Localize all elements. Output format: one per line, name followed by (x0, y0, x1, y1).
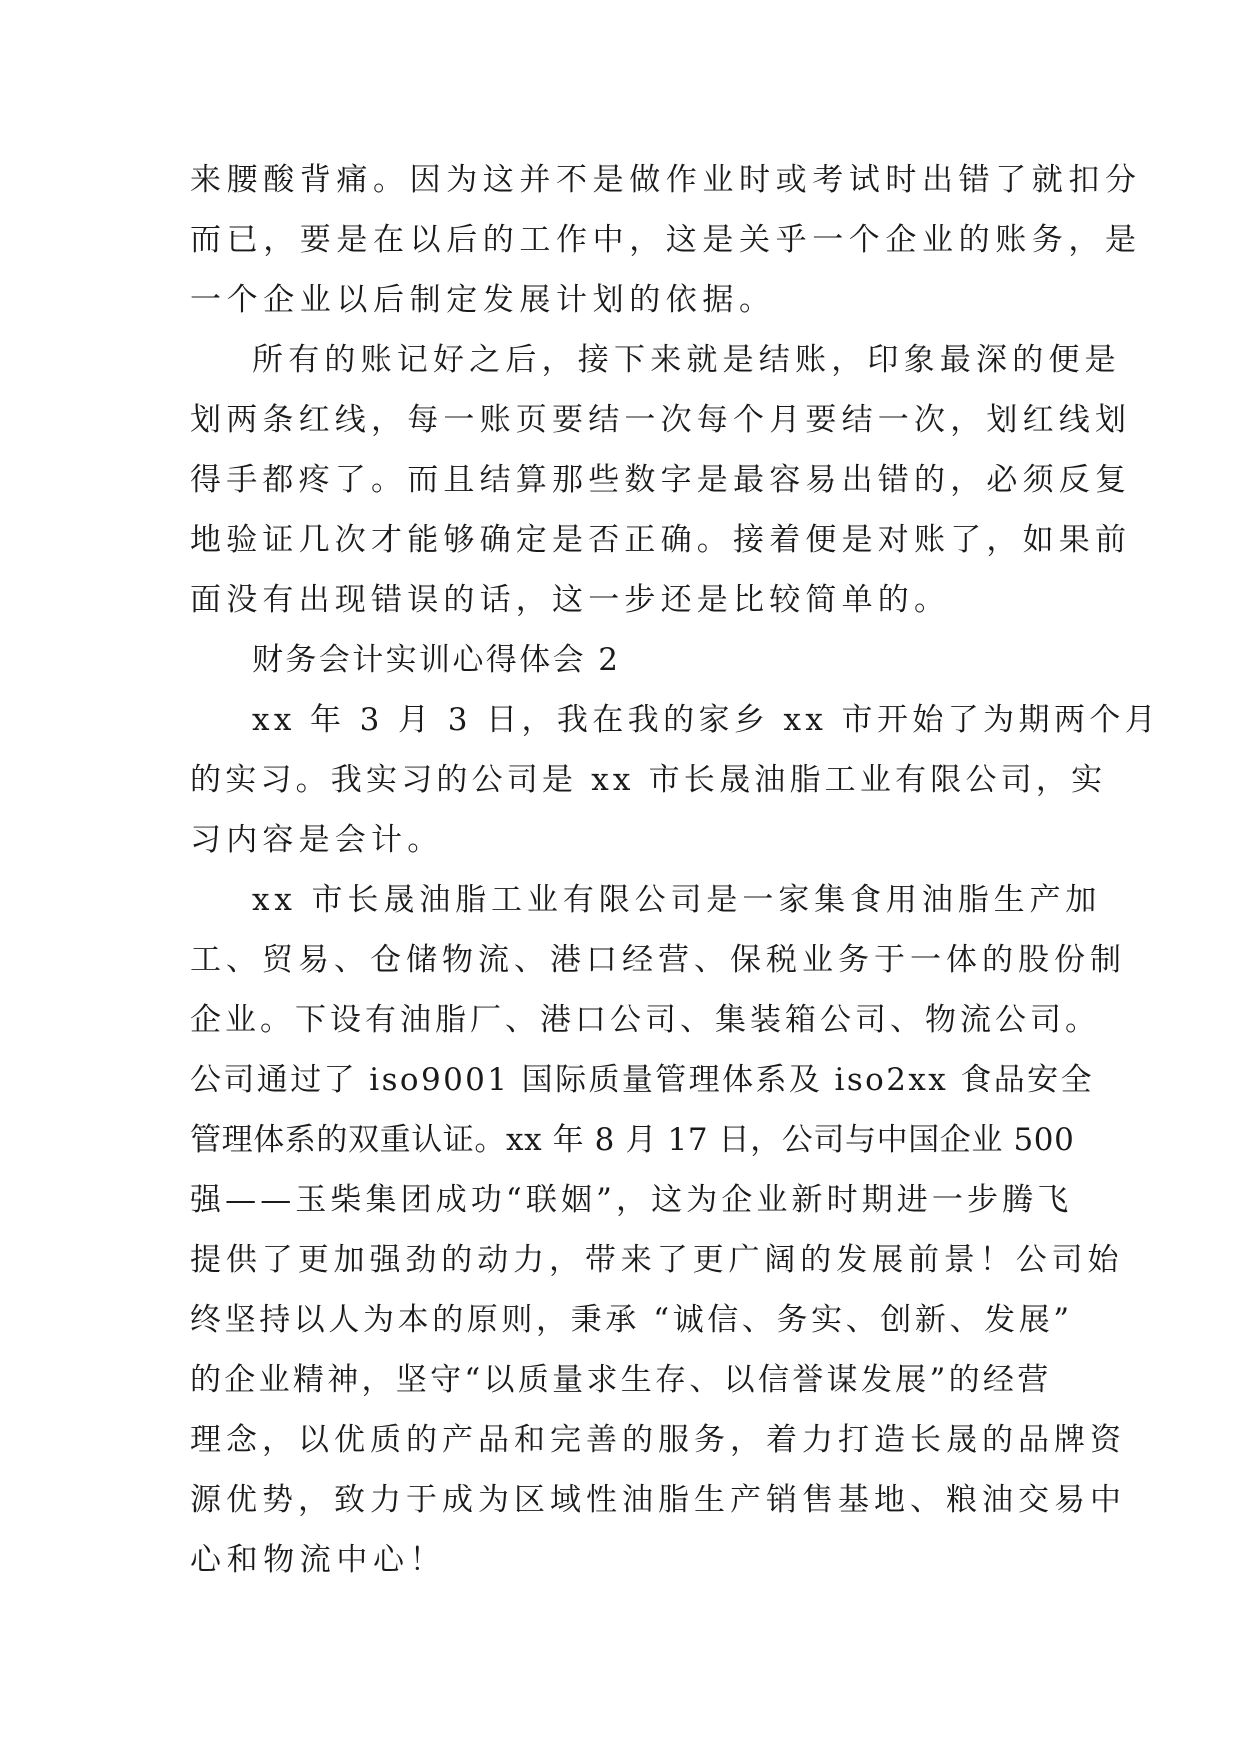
text-line: 得手都疼了。而且结算那些数字是最容易出错的，必须反复 (190, 462, 1132, 498)
text-line: 心和物流中心！ (190, 1542, 447, 1578)
text-line: 面没有出现错误的话，这一步还是比较简单的。 (190, 582, 951, 618)
text-line: 来腰酸背痛。因为这并不是做作业时或考试时出错了就扣分 (190, 162, 1142, 198)
text-line: 习内容是会计。 (190, 822, 444, 858)
text-line: 理念，以优质的产品和完善的服务，着力打造长晟的品牌资 (190, 1422, 1126, 1458)
paragraph-first-line: xx 年 3 月 3 日，我在我的家乡 xx 市开始了为期两个月 (252, 702, 1161, 738)
paragraph-first-line: 所有的账记好之后，接下来就是结账，印象最深的便是 (252, 342, 1121, 378)
text-line: 企业。下设有油脂厂、港口公司、集装箱公司、物流公司。 (190, 1002, 1100, 1038)
text-line: 终坚持以人为本的原则，秉承 “诚信、务实、创新、发展” (190, 1302, 1073, 1338)
text-line: 的企业精神，坚守“以质量求生存、以信誉谋发展”的经营 (190, 1362, 1052, 1398)
text-line: 源优势，致力于成为区域性油脂生产销售基地、粮油交易中 (190, 1482, 1126, 1518)
paragraph-first-line: xx 市长晟油脂工业有限公司是一家集食用油脂生产加 (252, 882, 1102, 918)
text-line: 强——玉柴集团成功“联姻”，这为企业新时期进一步腾飞 (190, 1182, 1073, 1218)
text-line: 工、贸易、仓储物流、港口经营、保税业务于一体的股份制 (190, 942, 1126, 978)
section-heading: 财务会计实训心得体会 2 (252, 642, 621, 678)
text-line: 一个企业以后制定发展计划的依据。 (190, 282, 776, 318)
text-line: 公司通过了 iso9001 国际质量管理体系及 iso2xx 食品安全 (190, 1062, 1094, 1098)
text-line: 的实习。我实习的公司是 xx 市长晟油脂工业有限公司，实 (190, 762, 1107, 798)
text-line: 提供了更加强劲的动力，带来了更广阔的发展前景！公司始 (190, 1242, 1124, 1278)
text-line: 管理体系的双重认证。xx 年 8 月 17 日，公司与中国企业 500 (190, 1122, 1075, 1158)
text-line: 划两条红线，每一账页要结一次每个月要结一次，划红线划 (190, 402, 1132, 438)
text-line: 地验证几次才能够确定是否正确。接着便是对账了，如果前 (190, 522, 1132, 558)
text-line: 而已，要是在以后的工作中，这是关乎一个企业的账务，是 (190, 222, 1142, 258)
